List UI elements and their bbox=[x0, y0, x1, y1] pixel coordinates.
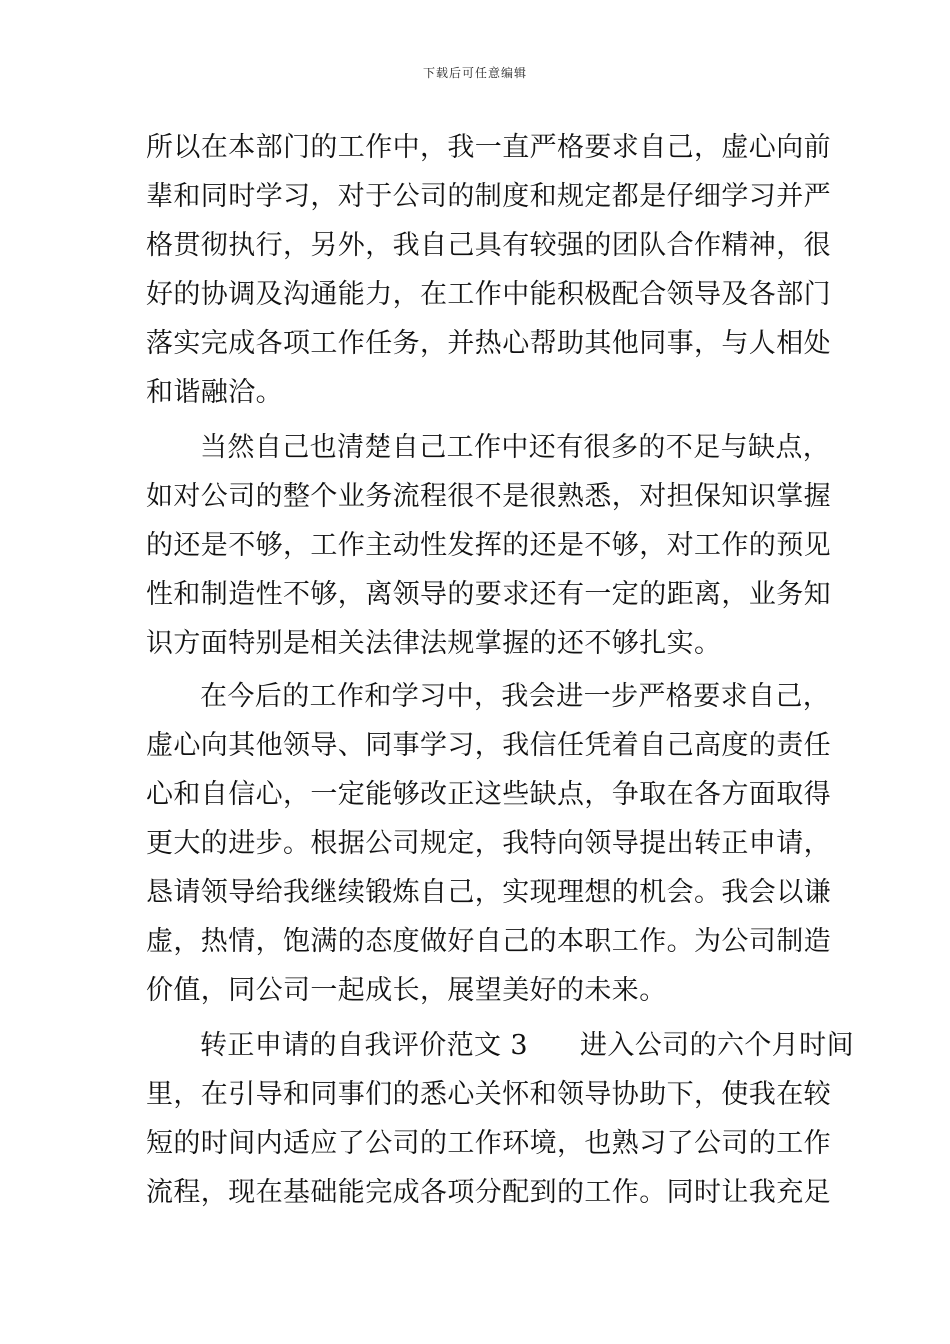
paragraph-first-line: 在今后的工作和学习中，我会进一步严格要求自己， bbox=[200, 681, 831, 712]
body-line: 识方面特别是相关法律法规掌握的还不够扎实。 bbox=[146, 628, 722, 659]
body-line: 如对公司的整个业务流程很不是很熟悉，对担保知识掌握 bbox=[146, 481, 831, 512]
body-line: 辈和同时学习，对于公司的制度和规定都是仔细学习并严 bbox=[146, 181, 831, 212]
body-line: 的还是不够，工作主动性发挥的还是不够，对工作的预见 bbox=[146, 530, 831, 561]
section-heading: 转正申请的自我评价范文 3 bbox=[200, 1030, 528, 1061]
section-opening-text: 进入公司的六个月时间 bbox=[579, 1030, 854, 1061]
body-line: 心和自信心，一定能够改正这些缺点，争取在各方面取得 bbox=[146, 779, 831, 810]
body-line: 落实完成各项工作任务，并热心帮助其他同事，与人相处 bbox=[146, 328, 831, 359]
body-line: 性和制造性不够，离领导的要求还有一定的距离，业务知 bbox=[146, 579, 831, 610]
body-line: 里，在引导和同事们的悉心关怀和领导协助下，使我在较 bbox=[146, 1079, 831, 1110]
body-line: 更大的进步。根据公司规定，我特向领导提出转正申请， bbox=[146, 828, 831, 859]
body-line: 和谐融洽。 bbox=[146, 377, 283, 408]
body-line: 虚，热情，饱满的态度做好自己的本职工作。为公司制造 bbox=[146, 926, 831, 957]
body-line: 所以在本部门的工作中，我一直严格要求自己，虚心向前 bbox=[146, 132, 831, 163]
body-line: 好的协调及沟通能力，在工作中能积极配合领导及各部门 bbox=[146, 279, 831, 310]
body-line: 价值，同公司一起成长，展望美好的未来。 bbox=[146, 975, 667, 1006]
section-heading-line bbox=[200, 1029, 854, 1063]
body-line: 格贯彻执行，另外，我自己具有较强的团队合作精神，很 bbox=[146, 230, 831, 261]
paragraph-first-line: 当然自己也清楚自己工作中还有很多的不足与缺点， bbox=[200, 432, 831, 463]
body-line: 恳请领导给我继续锻炼自己，实现理想的机会。我会以谦 bbox=[146, 877, 831, 908]
page-header: 下载后可任意编辑 bbox=[422, 66, 527, 80]
body-line: 虚心向其他领导、同事学习，我信任凭着自己高度的责任 bbox=[146, 730, 831, 761]
body-line: 流程，现在基础能完成各项分配到的工作。同时让我充足 bbox=[146, 1177, 831, 1208]
body-line: 短的时间内适应了公司的工作环境，也熟习了公司的工作 bbox=[146, 1128, 831, 1159]
